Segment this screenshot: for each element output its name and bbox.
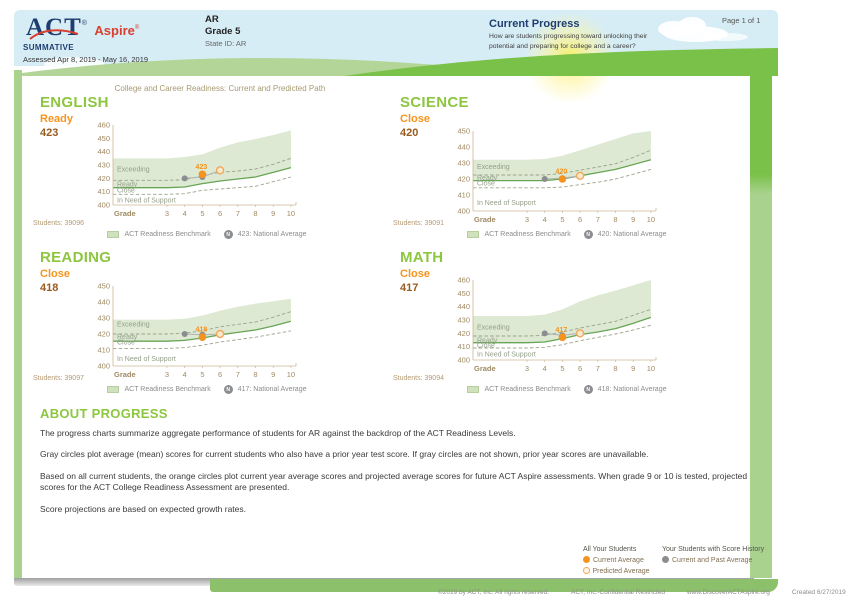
y-tick-label: 410 [457, 342, 470, 352]
zone-label: Close [477, 180, 495, 188]
subject-title: READING [40, 249, 112, 266]
act-logo-text: ACT [26, 14, 82, 41]
y-tick-label: 450 [457, 126, 470, 136]
past-average-icon [662, 556, 669, 563]
benchmark-swatch-icon [107, 231, 119, 238]
current-average-point [199, 333, 207, 341]
organization-block [205, 14, 246, 48]
x-tick-label: 5 [200, 370, 205, 379]
legend-item [583, 567, 650, 578]
chart-english [33, 94, 380, 244]
x-tick-label: 3 [524, 215, 530, 224]
zone-label: Ready [117, 333, 138, 341]
x-tick-label: 7 [595, 364, 600, 373]
average-score: 418 [40, 282, 59, 294]
average-score: 417 [400, 282, 419, 294]
x-tick-label: 4 [182, 209, 187, 218]
current-score-label: 418 [195, 326, 208, 334]
chart-legend [100, 230, 314, 239]
current-average-point [199, 171, 207, 179]
x-tick-label: 6 [578, 364, 583, 373]
zone-label: Ready [477, 174, 498, 182]
legend-item-label: Current and Past Average [672, 556, 753, 564]
x-tick-label: 4 [542, 364, 547, 373]
students-count: Students: 39097 [33, 375, 84, 382]
predicted-average-icon [583, 567, 590, 574]
legend-column-title: Your Students with Score History [662, 546, 765, 553]
report-description: How are students progressing toward unlocking their potential and preparing for college and a career? [489, 33, 648, 50]
current-score-label: 423 [195, 163, 208, 171]
y-tick-label: 410 [457, 190, 470, 200]
x-tick-label: 10 [286, 209, 296, 218]
legend-column-title: All Your Students [583, 546, 637, 553]
x-tick-label: 5 [560, 215, 565, 224]
readiness-status: Close [40, 268, 70, 280]
organization-name: AR [205, 14, 219, 25]
progress-chart-svg [452, 119, 666, 234]
benchmark-legend-label: ACT Readiness Benchmark [484, 231, 571, 238]
zone-label: Close [117, 187, 135, 195]
subject-title: ENGLISH [40, 94, 109, 111]
readiness-status: Ready [40, 113, 74, 125]
act-aspire-logo [26, 14, 176, 44]
subject-title: SCIENCE [400, 94, 469, 111]
students-count: Students: 39091 [393, 220, 444, 227]
y-tick-label: 460 [457, 275, 470, 285]
zone-label: In Need of Support [477, 351, 536, 359]
national-average-icon: N [224, 230, 233, 239]
students-count: Students: 39096 [33, 220, 84, 227]
national-average-label: 420: National Average [597, 231, 667, 238]
act-registered-mark: ® [81, 20, 87, 27]
x-tick-label: 6 [218, 370, 223, 379]
progress-chart [452, 274, 666, 389]
y-tick-label: 410 [97, 187, 110, 197]
current-score-label: 420 [555, 168, 568, 176]
benchmark-swatch-icon [107, 386, 119, 393]
x-tick-label: 8 [613, 364, 618, 373]
zone-label: Exceeding [117, 321, 150, 329]
students-count: Students: 39094 [393, 375, 444, 382]
x-tick-label: 9 [631, 215, 636, 224]
zone-label: In Need of Support [117, 355, 176, 363]
left-border-strip [14, 70, 22, 578]
zone-label: Exceeding [477, 324, 510, 332]
x-tick-label: 3 [524, 364, 530, 373]
national-average-icon: N [584, 230, 593, 239]
average-score: 420 [400, 127, 419, 139]
progress-chart [92, 119, 306, 234]
current-score-label: 417 [555, 326, 568, 334]
legend-item [583, 556, 650, 567]
predicted-average-point [577, 330, 584, 337]
x-tick-label: 7 [595, 215, 600, 224]
y-tick-label: 440 [457, 142, 470, 152]
y-tick-label: 400 [97, 361, 110, 371]
x-tick-label: 9 [631, 364, 636, 373]
zone-label: Ready [477, 337, 498, 345]
created-date-text: Created 6/27/2019 [791, 589, 846, 596]
chart-legend [460, 230, 674, 239]
readiness-status: Close [400, 113, 430, 125]
benchmark-legend-label: ACT Readiness Benchmark [124, 231, 211, 238]
national-average-label: 418: National Average [597, 386, 667, 393]
past-average-point [182, 331, 188, 337]
page-number: Page 1 of 1 [722, 16, 761, 25]
about-paragraph: Score projections are based on expected growth rates. [40, 503, 247, 514]
y-tick-label: 440 [97, 147, 110, 157]
y-tick-label: 430 [457, 315, 470, 325]
x-tick-label: 5 [560, 364, 565, 373]
charts-section-title: College and Career Readiness: Current and Predicted Path [114, 84, 326, 93]
national-average-icon: N [584, 385, 593, 394]
x-axis-title: Grade [114, 370, 136, 379]
current-average-point [559, 334, 567, 342]
y-tick-label: 400 [457, 355, 470, 365]
aspire-registered-mark: ® [134, 25, 140, 31]
y-tick-label: 420 [97, 173, 110, 183]
current-average-icon [583, 556, 590, 563]
about-progress-section [40, 406, 758, 525]
y-tick-label: 430 [97, 313, 110, 323]
zone-label: Exceeding [477, 164, 510, 171]
x-tick-label: 8 [613, 215, 618, 224]
zone-label: Close [117, 339, 135, 347]
footer [438, 589, 846, 596]
x-tick-label: 6 [218, 209, 223, 218]
legend-item [662, 556, 764, 567]
current-average-point [559, 175, 567, 183]
zone-label: In Need of Support [477, 200, 536, 207]
past-average-point [542, 176, 548, 182]
past-average-point [182, 175, 188, 181]
x-tick-label: 8 [253, 370, 258, 379]
x-axis-title: Grade [114, 209, 136, 218]
y-tick-label: 420 [457, 328, 470, 338]
progress-chart-svg [92, 274, 306, 389]
progress-chart-svg [452, 274, 666, 389]
about-title: ABOUT PROGRESS [40, 406, 168, 421]
grade-label: Grade 5 [205, 26, 241, 38]
x-tick-label: 3 [164, 370, 170, 379]
y-tick-label: 400 [457, 206, 470, 216]
y-tick-label: 400 [97, 200, 110, 210]
x-tick-label: 3 [164, 209, 170, 218]
x-tick-label: 4 [182, 370, 187, 379]
x-axis-title: Grade [474, 364, 496, 373]
about-paragraph: Based on all current students, the orange circles plot current year average scores and projected average scores for future ACT Aspire assessments. When grade 9 or 10 is tested, projected scores for the ACT College Readiness Assessment are presented. [40, 470, 748, 493]
y-tick-label: 450 [97, 281, 110, 291]
chart-legend [460, 385, 674, 394]
state-id: State ID: AR [205, 38, 247, 48]
legend-item-label: Predicted Average [592, 567, 650, 575]
benchmark-legend-label: ACT Readiness Benchmark [484, 386, 571, 393]
x-tick-label: 9 [271, 370, 276, 379]
about-paragraph: The progress charts summarize aggregate performance of students for AR against the backdrop of the ACT Readiness Levels. [40, 428, 516, 438]
legend-score-history [662, 545, 764, 567]
chart-science [393, 94, 740, 244]
website-text: www.DiscoverACTAspire.org [686, 589, 770, 596]
aspire-logo-text: Aspire [94, 23, 135, 38]
y-tick-label: 430 [457, 158, 470, 168]
benchmark-legend-label: ACT Readiness Benchmark [124, 386, 211, 393]
national-average-label: 423: National Average [237, 231, 307, 238]
legend-all-students [583, 545, 650, 578]
x-tick-label: 7 [235, 370, 240, 379]
zone-label: Ready [117, 181, 138, 189]
x-tick-label: 10 [646, 215, 656, 224]
chart-legend [100, 385, 314, 394]
zone-label: In Need of Support [117, 197, 176, 205]
y-tick-label: 450 [457, 288, 470, 298]
progress-chart [452, 119, 666, 234]
x-tick-label: 7 [235, 209, 240, 218]
legend-item-label: Current Average [593, 556, 644, 564]
readiness-status: Close [400, 268, 430, 280]
copyright-text: ©2019 by ACT, Inc. All rights reserved. [438, 589, 550, 596]
past-average-point [542, 330, 548, 336]
chart-reading [33, 249, 380, 399]
confidential-text: ACT, Inc.-Confidential Restricted [571, 589, 665, 596]
about-paragraph: Gray circles plot average (mean) scores for current students who also have a prior year test score. If gray circles are not shown, prior year scores are unavailable. [40, 449, 649, 460]
y-tick-label: 440 [97, 297, 110, 307]
benchmark-swatch-icon [467, 386, 479, 393]
zone-label: Exceeding [117, 166, 150, 174]
progress-chart-svg [92, 119, 306, 234]
program-label: SUMMATIVE [23, 43, 75, 52]
x-tick-label: 10 [286, 370, 296, 379]
x-tick-label: 8 [253, 209, 258, 218]
national-average-icon: N [224, 385, 233, 394]
y-tick-label: 410 [97, 345, 110, 355]
y-tick-label: 430 [97, 160, 110, 170]
predicted-average-point [217, 331, 224, 338]
y-tick-label: 450 [97, 133, 110, 143]
y-tick-label: 440 [457, 302, 470, 312]
progress-chart [92, 274, 306, 389]
x-tick-label: 10 [646, 364, 656, 373]
predicted-average-point [217, 167, 224, 174]
chart-math [393, 249, 740, 399]
act-logo-swoosh-icon [28, 28, 86, 42]
x-tick-label: 4 [542, 215, 547, 224]
zone-label: Close [477, 342, 495, 350]
y-tick-label: 460 [97, 120, 110, 130]
y-tick-label: 420 [97, 329, 110, 339]
predicted-average-point [577, 172, 584, 179]
y-tick-label: 420 [457, 174, 470, 184]
x-tick-label: 9 [271, 209, 276, 218]
national-average-label: 417: National Average [237, 386, 307, 393]
x-axis-title: Grade [474, 215, 496, 224]
benchmark-swatch-icon [467, 231, 479, 238]
assessed-date-range: Assessed Apr 8, 2019 - May 16, 2019 [23, 55, 149, 64]
x-tick-label: 5 [200, 209, 205, 218]
x-tick-label: 6 [578, 215, 583, 224]
average-score: 423 [40, 127, 59, 139]
subject-title: MATH [400, 249, 444, 266]
report-title: Current Progress [489, 18, 580, 30]
